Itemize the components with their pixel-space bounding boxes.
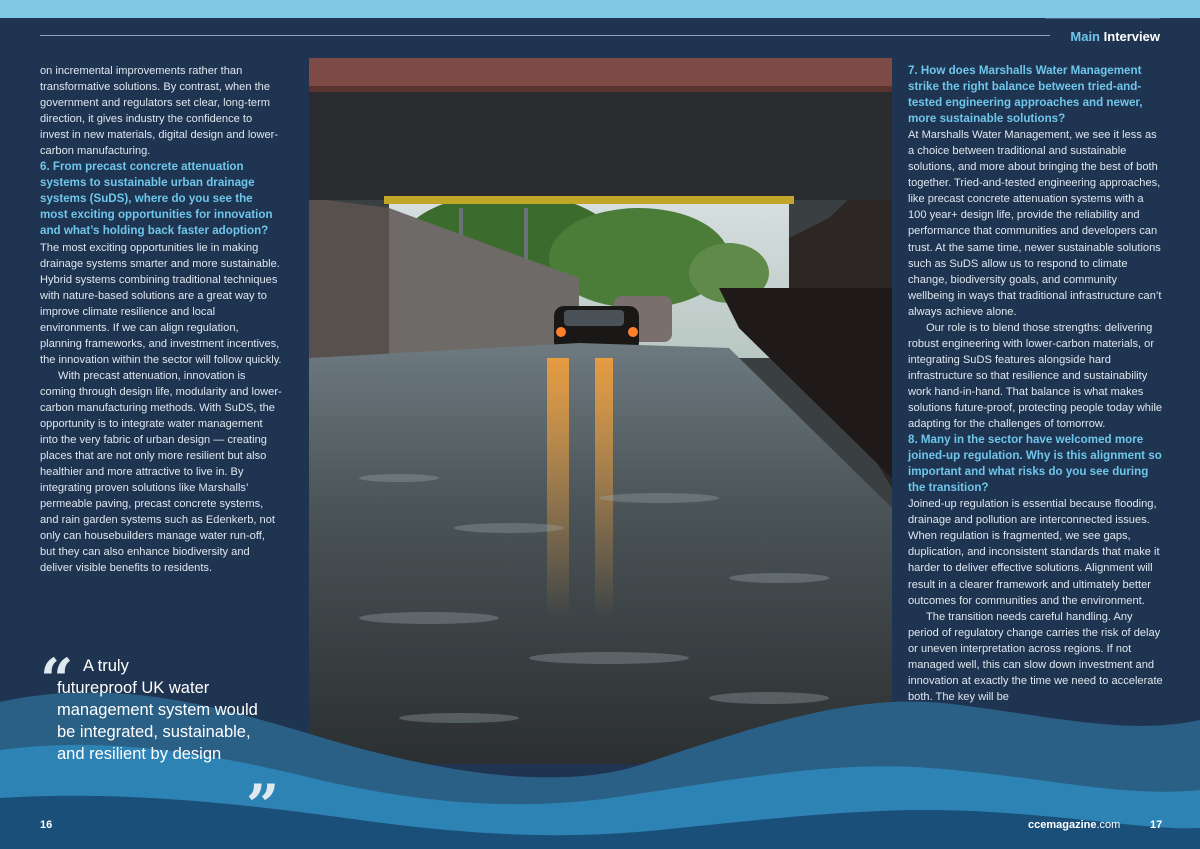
site-url[interactable] [1028,819,1120,831]
site-url-tld: .com [1096,819,1121,831]
right-paragraph-4: The transition needs careful handling. Any period of regulatory change carries the risk of delay or uneven interpretation across regions. If not managed well, this can slow down investment and innovation at exactly the time we need to accelerate both. The key will be [908,610,1163,703]
right-paragraph-1: At Marshalls Water Management, we see it less as a choice between traditional and sustainable solutions, and more about bringing the best of both together. Tried-and-tested engineering approaches, like precast concrete attenuation systems with a 100 year+ design life, provide the reliability and performance that communities and developers can trust. At the same time, newer sustainable solutions such as SuDS allow us to respond to climate change, biodiversity goals, and community wellbeing in ways that traditional infrastructure can’t always achieve alone. [908,129,1162,318]
header-rule-right [1045,18,1160,19]
left-paragraph-2: The most exciting opportunities lie in making drainage systems smarter and more sustainable. Hybrid systems combining traditional techniques with nature-based solutions are a great way to improve climate resilience and local environments. If we can align regulation, planning frameworks, and investment incentives, the innovation within the sector will follow quickly. [40,241,282,366]
section-tag [1070,29,1160,44]
right-text-column [908,63,1164,705]
section-tag-interview: Interview [1103,29,1160,44]
top-color-band [0,0,1200,18]
section-tag-main: Main [1070,29,1101,44]
left-paragraph-3: With precast attenuation, innovation is coming through design life, modularity and lower-carbon manufacturing methods. With SuDS, the opportunity is to integrate water management into the very fabric of urban design — creating places that are not only more resilient but also healthier and more attractive to live in. By integrating proven solutions like Marshalls’ permeable paving, precast concrete systems, and rain garden systems such as Edenkerb, not only can housebuilders manage water run-off, but they can also enhance biodiversity and deliver visible benefits to residents. [40,369,282,575]
question-6: 6. From precast concrete attenuation systems to sustainable urban drainage systems (SuDS), where do you see the most exciting opportunities for innovation and what’s holding back faster adoption? [40,160,273,238]
page-number-right: 17 [1150,819,1163,831]
open-quote-icon: “ [40,646,74,714]
pull-quote-text [40,655,270,765]
question-7: 7. How does Marshalls Water Management strike the right balance between tried-and-tested engineering approaches and newer, more sustainable solutions? [908,64,1143,126]
right-paragraph-2: Our role is to blend those strengths: delivering robust engineering with lower-carbon materials, or integrating SuDS features alongside hard infrastructure so that resilience and sustainability work hand-in-hand. That balance is what makes solutions future-proof, protecting people today while adapting for the challenges of tomorrow. [908,321,1163,431]
site-url-bold: ccemagazine [1028,819,1097,831]
flooded-underpass-photo [309,58,892,764]
left-text-column [40,63,282,577]
page-number-left: 16 [40,819,53,831]
close-quote-icon: ” [246,772,280,840]
question-8: 8. Many in the sector have welcomed more joined-up regulation. Why is this alignment so important and what risks do you see during the transition? [908,433,1162,495]
right-paragraph-3: Joined-up regulation is essential because flooding, drainage and pollution are interconnected issues. When regulation is fragmented, we see gaps, duplication, and inconsistent standards that make it harder to deliver effective solutions. Alignment will result in a clearer framework and ultimately better outcomes for communities and the environment. [908,498,1160,607]
pull-quote-rest: futureproof UK water management system would be integrated, sustainable, and resilient by design [57,679,258,763]
left-paragraph-1: on incremental improvements rather than transformative solutions. By contrast, when the government and regulators set clear, long-term direction, it gives industry the confidence to invest in new materials, digital design and lower-carbon manufacturing. [40,65,279,158]
header-rule [40,35,1050,36]
pull-quote-line-1: A truly [83,657,129,675]
